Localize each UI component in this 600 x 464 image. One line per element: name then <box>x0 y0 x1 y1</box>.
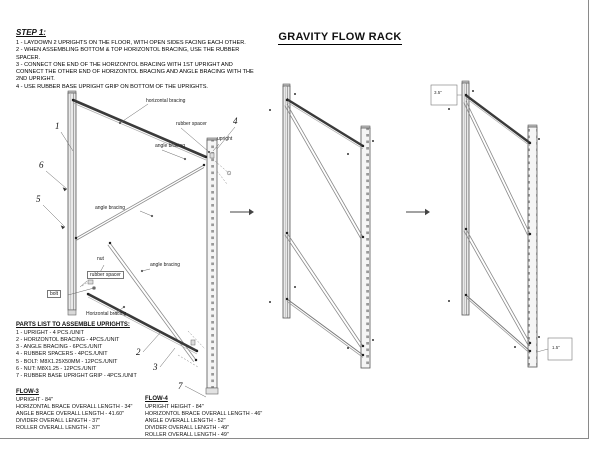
flow-arrow-1 <box>230 206 254 218</box>
callout-number-1: 1 <box>55 121 60 131</box>
label-horizontal-bracing-bottom: Horizontal bracing <box>86 311 127 317</box>
step1-line-1: 1 - LAYDOWN 2 UPRIGHTS ON THE FLOOR, WITH OPEN SIDES FACING EACH OTHER. <box>16 40 246 46</box>
flow3-line: UPRIGHT - 84" <box>16 397 53 403</box>
flow3-specs <box>16 389 166 432</box>
label-nut: nut <box>97 256 104 262</box>
callout-number-7: 7 <box>178 381 183 391</box>
label-rubber-spacer-top: rubber spacer <box>176 121 207 127</box>
flow4-line: ROLLER OVERALL LENGTH - 49" <box>145 432 229 439</box>
label-angle-bracing-top: angle bracing <box>155 143 186 149</box>
step1-line-2: 2 - WHEN ASSEMBLING BOTTOM & TOP HORIZONTOL BRACING, USE THE RUBBER SPACER. <box>16 47 240 61</box>
parts-list-heading: PARTS LIST TO ASSEMBLE UPRIGHTS: <box>16 322 130 328</box>
callout-number-5: 5 <box>36 194 41 204</box>
assembled-frame-dimensioned-diagram <box>425 75 590 375</box>
callout-number-2: 2 <box>136 347 141 357</box>
label-bolt: bolt <box>47 290 61 298</box>
flow4-line: UPRIGHT HEIGHT - 84" <box>145 404 204 410</box>
flow3-line: ANGLE BRACE OVERALL LENGTH - 41.60" <box>16 411 125 418</box>
step1-heading: STEP 1: <box>16 28 46 37</box>
label-upright: upright <box>217 136 233 142</box>
flow3-line: DIVIDER OVERALL LENGTH - 37" <box>16 418 101 425</box>
callout-number-6: 6 <box>39 160 44 170</box>
flow4-line: HORIZONTOL BRACE OVERALL LENGTH - 46" <box>145 411 263 418</box>
label-angle-bracing-mid: angle bracing <box>95 205 126 211</box>
callout-number-3: 3 <box>153 362 158 372</box>
flow4-heading: FLOW-4 <box>145 396 168 402</box>
page-title <box>262 27 418 45</box>
flow4-line: ANGLE OVERALL LENGTH - 52" <box>145 418 226 425</box>
parts-list-item: 6 - NUT: M8X1.25 - 12PCS./UNIT <box>16 365 97 372</box>
parts-list-item: 1 - UPRIGHT - 4 PCS./UNIT <box>16 330 84 336</box>
parts-list-item: 4 - RUBBER SPACERS - 4PCS./UNIT <box>16 351 108 358</box>
flow3-line: HORIZONTAL BRACE OVERALL LENGTH - 34" <box>16 404 133 411</box>
label-rubber-spacer-bottom: rubber spacer <box>87 271 124 279</box>
label-horizontal-bracing-top: horizontal bracing <box>146 98 186 104</box>
page-title-text: GRAVITY FLOW RACK <box>278 31 402 43</box>
parts-list-item: 5 - BOLT: M8X1.25X50MM - 12PCS./UNIT <box>16 358 118 365</box>
parts-list-item: 3 - ANGLE BRACING - 6PCS./UNIT <box>16 344 103 351</box>
step1-line-4: 4 - USE RUBBER BASE UPRIGHT GRIP ON BOTTOM OF THE UPRIGHTS. <box>16 83 208 90</box>
dimension-top-right: 3.5" <box>434 90 442 95</box>
parts-list-item: 7 - RUBBER BASE UPRIGHT GRIP - 4PCS./UNIT <box>16 372 137 379</box>
label-angle-bracing-bottom: angle bracing <box>150 262 181 268</box>
callout-number-4: 4 <box>233 116 238 126</box>
dimension-bottom-right: 1.5" <box>552 345 560 350</box>
step1-line-3: 3 - CONNECT ONE END OF THE HORIZONTOL BRACING WITH 1ST UPRIGHT AND CONNECT THE OTHER END OF HORIZONTOL BRACING AND ANGLE BRACING WITH THE 2ND UPRIGHT. <box>16 61 254 83</box>
flow3-heading: FLOW-3 <box>16 389 39 395</box>
flow4-line: DIVIDER OVERALL LENGTH - 49" <box>145 425 230 432</box>
step1-instructions <box>16 28 260 91</box>
assembled-frame-diagram <box>255 80 385 380</box>
parts-list-item: 2 - HORIZONTOL BRACING - 4PCS./UNIT <box>16 337 120 344</box>
flow3-line: ROLLER OVERALL LENGTH - 37" <box>16 425 100 432</box>
flow4-specs <box>145 396 295 439</box>
parts-list <box>16 322 186 380</box>
